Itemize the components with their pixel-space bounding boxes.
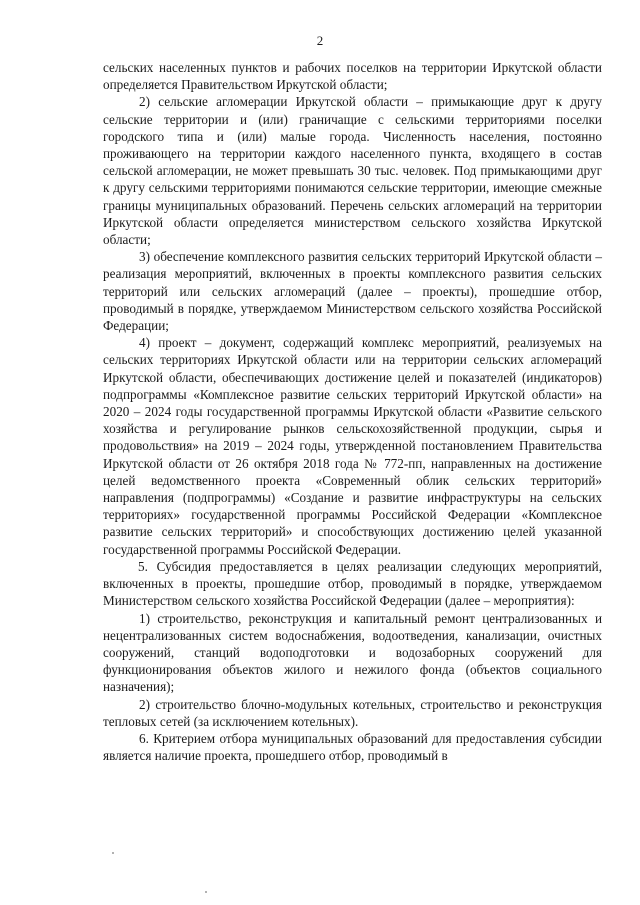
scan-speck	[205, 891, 207, 893]
paragraph-continuation: сельских населенных пунктов и рабочих поселков на территории Иркутской области определяется Правительством Иркутской области;	[103, 60, 602, 93]
paragraph-section-6: 6. Критерием отбора муниципальных образований для предоставления субсидии является наличие проекта, прошедшего отбор, проводимый в	[103, 730, 602, 764]
paragraph-subitem-1: 1) строительство, реконструкция и капитальный ремонт централизованных и нецентрализованных систем водоснабжения, водоотведения, канализации, очистных сооружений, станций водоподготовки и водозаборных сооружений для функционирования объектов жилого и нежилого фонда (объектов социального назначения);	[103, 610, 602, 695]
paragraph-section-5: 5. Субсидия предоставляется в целях реализации следующих мероприятий, включенных в проекты, прошедшие отбор, проводимый в порядке, утверждаемом Министерством сельского хозяйства Российской Федерации (далее – мероприятия):	[103, 558, 602, 609]
paragraph-item-3: 3) обеспечение комплексного развития сельских территорий Иркутской области – реализация мероприятий, включенных в проекты комплексного развития сельских территорий или сельских агломераций (далее – проекты), прошедшие отбор, проводимый в порядке, утверждаемом Министерством сельского хозяйства Российской Федерации;	[103, 249, 602, 334]
page-number: 2	[316, 33, 324, 48]
paragraph-subitem-2: 2) строительство блочно-модульных котельных, строительство и реконструкция тепловых сетей (за исключением котельных).	[103, 696, 602, 729]
paragraph-item-4: 4) проект – документ, содержащий комплекс мероприятий, реализуемых на сельских территориях Иркутской области или на территории сельских агломераций Иркутской области, обеспечивающих достижение целей и показателей (индикаторов) подпрограммы «Комплексное развитие сельских территорий Иркутской области» на 2020 – 2024 годы государственной программы Иркутской области «Развитие сельского хозяйства и регулирование рынков сельскохозяйственной продукции, сырья и продовольствия» на 2019 – 2024 годы, утвержденной постановлением Правительства Иркутской области от 26 октября 2018 года № 772-пп, направленных на достижение целей ведомственного проекта «Современный облик сельских территорий» направления (подпрограммы) «Создание и развитие инфраструктуры на сельских территориях» государственной программы Российской Федерации «Комплексное развитие сельских территорий» и способствующих достижению целей указанной государственной программы Российской Федерации.	[103, 335, 602, 557]
document-body	[103, 59, 602, 764]
scan-speck	[112, 852, 114, 854]
paragraph-item-2: 2) сельские агломерации Иркутской области – примыкающие друг к другу сельские территории и (или) граничащие с сельскими территориями поселки городского типа и (или) малые города. Численность населения, постоянно проживающего на территории каждого населенного пункта, входящего в состав сельской агломерации, не может превышать 30 тыс. человек. Под примыкающими друг к другу сельскими территориями понимаются сельские территории, имеющие смежные границы муниципальных образований. Перечень сельских агломераций на территории Иркутской области определяется министерством сельского хозяйства Иркутской области;	[103, 94, 602, 248]
